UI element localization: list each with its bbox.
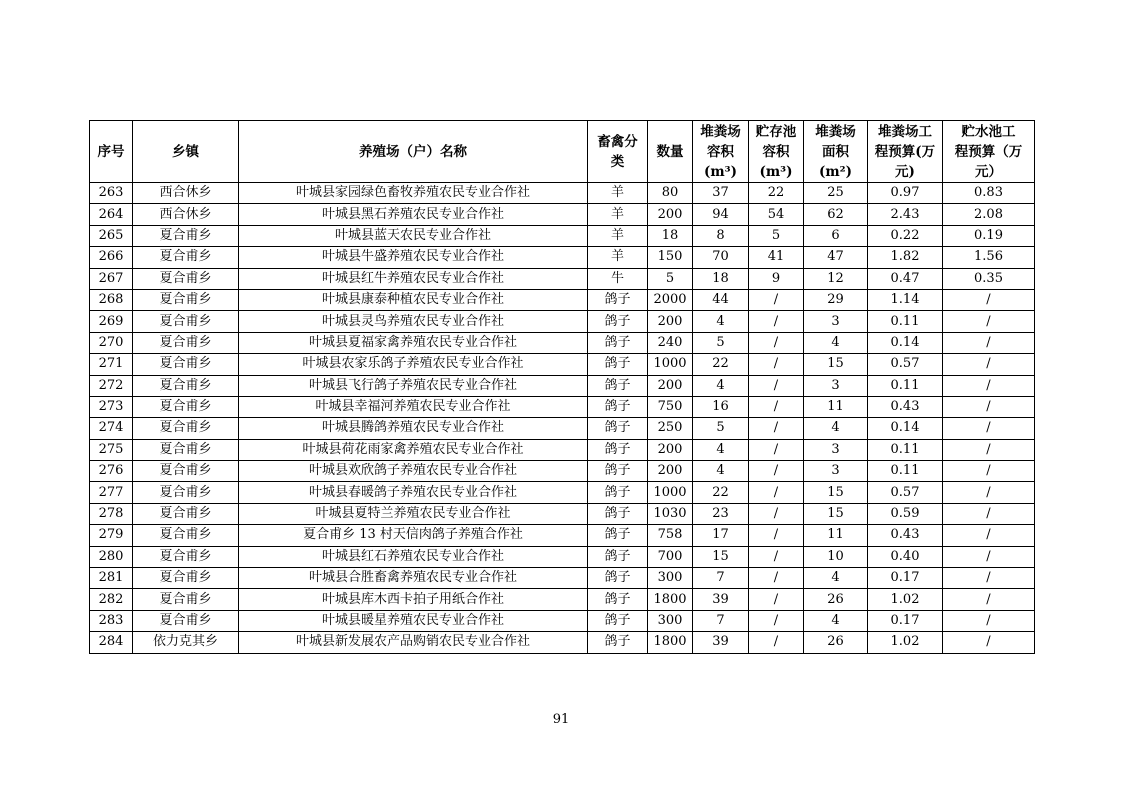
cell-type: 鸽子: [588, 482, 648, 503]
table-row: [90, 589, 1035, 610]
cell-town: 西合休乡: [133, 183, 239, 204]
cell-qty: 1000: [648, 482, 693, 503]
cell-name: 叶城县春暖鸽子养殖农民专业合作社: [239, 482, 588, 503]
cell-name: 叶城县蓝天农民专业合作社: [239, 225, 588, 246]
cell-water-budget: /: [943, 589, 1035, 610]
table-row: [90, 418, 1035, 439]
cell-town: 夏合甫乡: [133, 546, 239, 567]
cell-pile-volume: 23: [693, 503, 749, 524]
cell-name: 叶城县红石养殖农民专业合作社: [239, 546, 588, 567]
header-pile-volume: [693, 121, 749, 183]
cell-name: 叶城县黑石养殖农民专业合作社: [239, 204, 588, 225]
cell-qty: 200: [648, 311, 693, 332]
cell-water-budget: /: [943, 632, 1035, 653]
cell-seq: 269: [90, 311, 133, 332]
cell-pile-budget: 0.57: [868, 354, 943, 375]
cell-seq: 266: [90, 247, 133, 268]
table-row: [90, 610, 1035, 631]
cell-pile-area: 15: [804, 482, 868, 503]
cell-town: 夏合甫乡: [133, 503, 239, 524]
cell-type: 鸽子: [588, 311, 648, 332]
table-header: [90, 121, 1035, 183]
cell-pile-budget: 0.47: [868, 268, 943, 289]
cell-town: 夏合甫乡: [133, 482, 239, 503]
cell-pile-area: 3: [804, 311, 868, 332]
cell-town: 夏合甫乡: [133, 418, 239, 439]
cell-pile-area: 26: [804, 589, 868, 610]
cell-pile-volume: 7: [693, 568, 749, 589]
cell-name: 叶城县农家乐鸽子养殖农民专业合作社: [239, 354, 588, 375]
header-type: [588, 121, 648, 183]
cell-pile-volume: 4: [693, 461, 749, 482]
cell-storage-volume: /: [749, 311, 804, 332]
header-pile-volume-line2: 容积: [707, 143, 734, 160]
cell-town: 夏合甫乡: [133, 289, 239, 310]
cell-town: 夏合甫乡: [133, 268, 239, 289]
cell-water-budget: 0.19: [943, 225, 1035, 246]
cell-qty: 80: [648, 183, 693, 204]
table-row: [90, 503, 1035, 524]
cell-type: 羊: [588, 225, 648, 246]
cell-pile-budget: 0.14: [868, 418, 943, 439]
table-body: [90, 183, 1035, 654]
header-pile-area: [804, 121, 868, 183]
table-row: [90, 546, 1035, 567]
cell-seq: 265: [90, 225, 133, 246]
cell-water-budget: 0.35: [943, 268, 1035, 289]
header-type-line1: 畜禽分: [597, 133, 638, 150]
cell-storage-volume: 9: [749, 268, 804, 289]
cell-pile-volume: 39: [693, 632, 749, 653]
header-seq: 序号: [90, 121, 133, 183]
cell-storage-volume: /: [749, 461, 804, 482]
cell-qty: 700: [648, 546, 693, 567]
cell-pile-budget: 0.11: [868, 311, 943, 332]
cell-storage-volume: /: [749, 568, 804, 589]
cell-type: 鸽子: [588, 396, 648, 417]
cell-storage-volume: /: [749, 396, 804, 417]
cell-pile-budget: 0.97: [868, 183, 943, 204]
cell-water-budget: /: [943, 289, 1035, 310]
cell-water-budget: /: [943, 439, 1035, 460]
cell-water-budget: /: [943, 503, 1035, 524]
cell-type: 羊: [588, 183, 648, 204]
cell-town: 夏合甫乡: [133, 439, 239, 460]
cell-pile-area: 3: [804, 461, 868, 482]
table-row: [90, 482, 1035, 503]
cell-seq: 268: [90, 289, 133, 310]
cell-seq: 270: [90, 332, 133, 353]
cell-seq: 276: [90, 461, 133, 482]
cell-storage-volume: /: [749, 375, 804, 396]
cell-pile-area: 4: [804, 610, 868, 631]
cell-name: 夏合甫乡 13 村天信肉鸽子养殖合作社: [239, 525, 588, 546]
cell-pile-area: 47: [804, 247, 868, 268]
cell-water-budget: /: [943, 396, 1035, 417]
header-town: 乡镇: [133, 121, 239, 183]
cell-pile-volume: 16: [693, 396, 749, 417]
cell-pile-volume: 5: [693, 418, 749, 439]
cell-pile-area: 12: [804, 268, 868, 289]
header-pile-area-line1: 堆粪场: [815, 123, 856, 140]
cell-type: 鸽子: [588, 525, 648, 546]
cell-pile-area: 25: [804, 183, 868, 204]
table-row: [90, 183, 1035, 204]
cell-pile-budget: 0.14: [868, 332, 943, 353]
cell-type: 鸽子: [588, 503, 648, 524]
cell-name: 叶城县库木西卡拍子用纸合作社: [239, 589, 588, 610]
cell-pile-volume: 70: [693, 247, 749, 268]
cell-seq: 267: [90, 268, 133, 289]
cell-pile-volume: 4: [693, 439, 749, 460]
cell-pile-volume: 22: [693, 354, 749, 375]
table-row: [90, 247, 1035, 268]
cell-pile-budget: 1.14: [868, 289, 943, 310]
cell-storage-volume: 54: [749, 204, 804, 225]
cell-storage-volume: /: [749, 418, 804, 439]
cell-storage-volume: /: [749, 332, 804, 353]
cell-town: 西合休乡: [133, 204, 239, 225]
table-row: [90, 204, 1035, 225]
cell-water-budget: /: [943, 482, 1035, 503]
cell-type: 鸽子: [588, 589, 648, 610]
cell-pile-area: 4: [804, 332, 868, 353]
cell-type: 鸽子: [588, 461, 648, 482]
cell-pile-budget: 1.02: [868, 589, 943, 610]
cell-water-budget: 0.83: [943, 183, 1035, 204]
cell-pile-volume: 37: [693, 183, 749, 204]
cell-qty: 200: [648, 461, 693, 482]
cell-seq: 275: [90, 439, 133, 460]
cell-water-budget: /: [943, 610, 1035, 631]
cell-qty: 240: [648, 332, 693, 353]
cell-pile-area: 29: [804, 289, 868, 310]
cell-type: 鸽子: [588, 439, 648, 460]
cell-water-budget: /: [943, 311, 1035, 332]
cell-storage-volume: /: [749, 354, 804, 375]
cell-name: 叶城县新发展农产品购销农民专业合作社: [239, 632, 588, 653]
cell-town: 夏合甫乡: [133, 225, 239, 246]
table-row: [90, 311, 1035, 332]
header-qty: 数量: [648, 121, 693, 183]
cell-qty: 1030: [648, 503, 693, 524]
cell-qty: 250: [648, 418, 693, 439]
header-pile-volume-line1: 堆粪场: [700, 123, 741, 140]
cell-pile-volume: 17: [693, 525, 749, 546]
cell-type: 鸽子: [588, 610, 648, 631]
cell-pile-area: 15: [804, 503, 868, 524]
cell-town: 夏合甫乡: [133, 589, 239, 610]
cell-pile-budget: 0.59: [868, 503, 943, 524]
cell-name: 叶城县合胜畜禽养殖农民专业合作社: [239, 568, 588, 589]
farm-table: [89, 120, 1035, 654]
cell-water-budget: /: [943, 461, 1035, 482]
cell-town: 夏合甫乡: [133, 332, 239, 353]
cell-seq: 273: [90, 396, 133, 417]
cell-qty: 200: [648, 204, 693, 225]
cell-pile-volume: 39: [693, 589, 749, 610]
cell-seq: 277: [90, 482, 133, 503]
cell-type: 鸽子: [588, 289, 648, 310]
header-pile-budget-line1: 堆粪场工: [878, 123, 932, 140]
cell-qty: 150: [648, 247, 693, 268]
cell-pile-budget: 0.11: [868, 375, 943, 396]
cell-name: 叶城县幸福河养殖农民专业合作社: [239, 396, 588, 417]
cell-qty: 1800: [648, 589, 693, 610]
cell-name: 叶城县荷花雨家禽养殖农民专业合作社: [239, 439, 588, 460]
cell-storage-volume: /: [749, 525, 804, 546]
cell-town: 依力克其乡: [133, 632, 239, 653]
table-row: [90, 225, 1035, 246]
header-pile-area-line2: 面积: [822, 143, 849, 160]
cell-qty: 2000: [648, 289, 693, 310]
cell-water-budget: 1.56: [943, 247, 1035, 268]
header-type-line2: 类: [610, 153, 625, 170]
cell-town: 夏合甫乡: [133, 396, 239, 417]
cell-pile-volume: 18: [693, 268, 749, 289]
cell-water-budget: /: [943, 546, 1035, 567]
cell-pile-area: 4: [804, 568, 868, 589]
header-storage-volume-line3: (m³): [759, 163, 793, 180]
table-row: [90, 461, 1035, 482]
cell-type: 羊: [588, 247, 648, 268]
cell-pile-area: 3: [804, 439, 868, 460]
cell-storage-volume: 5: [749, 225, 804, 246]
cell-type: 鸽子: [588, 632, 648, 653]
cell-seq: 282: [90, 589, 133, 610]
cell-storage-volume: 22: [749, 183, 804, 204]
cell-town: 夏合甫乡: [133, 610, 239, 631]
cell-name: 叶城县灵鸟养殖农民专业合作社: [239, 311, 588, 332]
header-row: [90, 121, 1035, 183]
table-row: [90, 525, 1035, 546]
header-storage-volume-line1: 贮存池: [755, 123, 797, 140]
cell-water-budget: /: [943, 418, 1035, 439]
cell-water-budget: /: [943, 525, 1035, 546]
cell-qty: 300: [648, 568, 693, 589]
cell-seq: 264: [90, 204, 133, 225]
cell-pile-budget: 2.43: [868, 204, 943, 225]
cell-seq: 272: [90, 375, 133, 396]
cell-water-budget: /: [943, 568, 1035, 589]
cell-pile-area: 15: [804, 354, 868, 375]
cell-seq: 271: [90, 354, 133, 375]
cell-storage-volume: /: [749, 546, 804, 567]
cell-name: 叶城县牛盛养殖农民专业合作社: [239, 247, 588, 268]
cell-pile-budget: 0.17: [868, 568, 943, 589]
cell-pile-volume: 15: [693, 546, 749, 567]
cell-qty: 5: [648, 268, 693, 289]
table-row: [90, 289, 1035, 310]
cell-seq: 279: [90, 525, 133, 546]
cell-seq: 263: [90, 183, 133, 204]
cell-town: 夏合甫乡: [133, 354, 239, 375]
table-row: [90, 354, 1035, 375]
cell-pile-volume: 7: [693, 610, 749, 631]
cell-name: 叶城县欢欣鸽子养殖农民专业合作社: [239, 461, 588, 482]
header-pile-budget-line2: 程预算(万: [874, 143, 936, 160]
cell-pile-budget: 0.40: [868, 546, 943, 567]
cell-type: 羊: [588, 204, 648, 225]
header-pile-area-line3: (m²): [819, 163, 852, 180]
cell-seq: 280: [90, 546, 133, 567]
cell-qty: 200: [648, 439, 693, 460]
cell-seq: 278: [90, 503, 133, 524]
cell-type: 鸽子: [588, 546, 648, 567]
cell-water-budget: 2.08: [943, 204, 1035, 225]
cell-storage-volume: /: [749, 632, 804, 653]
cell-pile-budget: 0.17: [868, 610, 943, 631]
header-pile-volume-line3: (m³): [704, 163, 737, 180]
cell-pile-budget: 0.43: [868, 525, 943, 546]
cell-name: 叶城县暖星养殖农民专业合作社: [239, 610, 588, 631]
cell-storage-volume: /: [749, 610, 804, 631]
table-row: [90, 568, 1035, 589]
cell-seq: 281: [90, 568, 133, 589]
cell-name: 叶城县家园绿色畜牧养殖农民专业合作社: [239, 183, 588, 204]
cell-pile-budget: 0.22: [868, 225, 943, 246]
cell-pile-budget: 1.82: [868, 247, 943, 268]
table-row: [90, 439, 1035, 460]
cell-pile-volume: 22: [693, 482, 749, 503]
header-water-budget: [943, 121, 1035, 183]
cell-town: 夏合甫乡: [133, 375, 239, 396]
cell-town: 夏合甫乡: [133, 461, 239, 482]
cell-pile-budget: 0.11: [868, 439, 943, 460]
header-pile-budget-line3: 元): [895, 163, 915, 180]
cell-type: 鸽子: [588, 418, 648, 439]
cell-pile-volume: 4: [693, 311, 749, 332]
cell-name: 叶城县康泰种植农民专业合作社: [239, 289, 588, 310]
cell-seq: 283: [90, 610, 133, 631]
cell-pile-budget: 0.57: [868, 482, 943, 503]
cell-pile-area: 62: [804, 204, 868, 225]
cell-seq: 284: [90, 632, 133, 653]
cell-pile-volume: 4: [693, 375, 749, 396]
cell-qty: 758: [648, 525, 693, 546]
cell-qty: 18: [648, 225, 693, 246]
cell-pile-area: 11: [804, 396, 868, 417]
cell-pile-area: 4: [804, 418, 868, 439]
cell-name: 叶城县飞行鸽子养殖农民专业合作社: [239, 375, 588, 396]
table-row: [90, 632, 1035, 653]
cell-storage-volume: /: [749, 589, 804, 610]
table-row: [90, 396, 1035, 417]
cell-pile-area: 11: [804, 525, 868, 546]
cell-pile-area: 6: [804, 225, 868, 246]
cell-qty: 200: [648, 375, 693, 396]
cell-pile-volume: 44: [693, 289, 749, 310]
cell-pile-area: 10: [804, 546, 868, 567]
cell-town: 夏合甫乡: [133, 568, 239, 589]
cell-type: 鸽子: [588, 332, 648, 353]
cell-type: 鸽子: [588, 375, 648, 396]
cell-pile-volume: 94: [693, 204, 749, 225]
cell-name: 叶城县夏福家禽养殖农民专业合作社: [239, 332, 588, 353]
cell-qty: 750: [648, 396, 693, 417]
cell-storage-volume: /: [749, 503, 804, 524]
cell-name: 叶城县红牛养殖农民专业合作社: [239, 268, 588, 289]
cell-pile-budget: 1.02: [868, 632, 943, 653]
cell-water-budget: /: [943, 332, 1035, 353]
header-water-budget-line1: 贮水池工: [961, 123, 1016, 140]
table-row: [90, 268, 1035, 289]
cell-seq: 274: [90, 418, 133, 439]
cell-type: 鸽子: [588, 354, 648, 375]
header-name: 养殖场（户）名称: [239, 121, 588, 183]
header-water-budget-line2: 程预算（万: [954, 143, 1023, 160]
cell-pile-budget: 0.43: [868, 396, 943, 417]
header-storage-volume-line2: 容积: [762, 143, 790, 160]
cell-town: 夏合甫乡: [133, 525, 239, 546]
cell-qty: 300: [648, 610, 693, 631]
cell-town: 夏合甫乡: [133, 247, 239, 268]
cell-pile-area: 26: [804, 632, 868, 653]
cell-type: 牛: [588, 268, 648, 289]
table-row: [90, 332, 1035, 353]
cell-storage-volume: 41: [749, 247, 804, 268]
cell-name: 叶城县腾鸽养殖农民专业合作社: [239, 418, 588, 439]
cell-pile-volume: 8: [693, 225, 749, 246]
cell-pile-area: 3: [804, 375, 868, 396]
cell-water-budget: /: [943, 375, 1035, 396]
cell-name: 叶城县夏特兰养殖农民专业合作社: [239, 503, 588, 524]
header-pile-budget: [868, 121, 943, 183]
cell-qty: 1000: [648, 354, 693, 375]
cell-town: 夏合甫乡: [133, 311, 239, 332]
cell-type: 鸽子: [588, 568, 648, 589]
page-number: 91: [552, 712, 570, 727]
header-water-budget-line3: 元）: [975, 163, 1002, 180]
cell-pile-budget: 0.11: [868, 461, 943, 482]
cell-storage-volume: /: [749, 289, 804, 310]
header-storage-volume: [749, 121, 804, 183]
cell-qty: 1800: [648, 632, 693, 653]
cell-water-budget: /: [943, 354, 1035, 375]
cell-storage-volume: /: [749, 482, 804, 503]
cell-pile-volume: 5: [693, 332, 749, 353]
cell-storage-volume: /: [749, 439, 804, 460]
table-row: [90, 375, 1035, 396]
